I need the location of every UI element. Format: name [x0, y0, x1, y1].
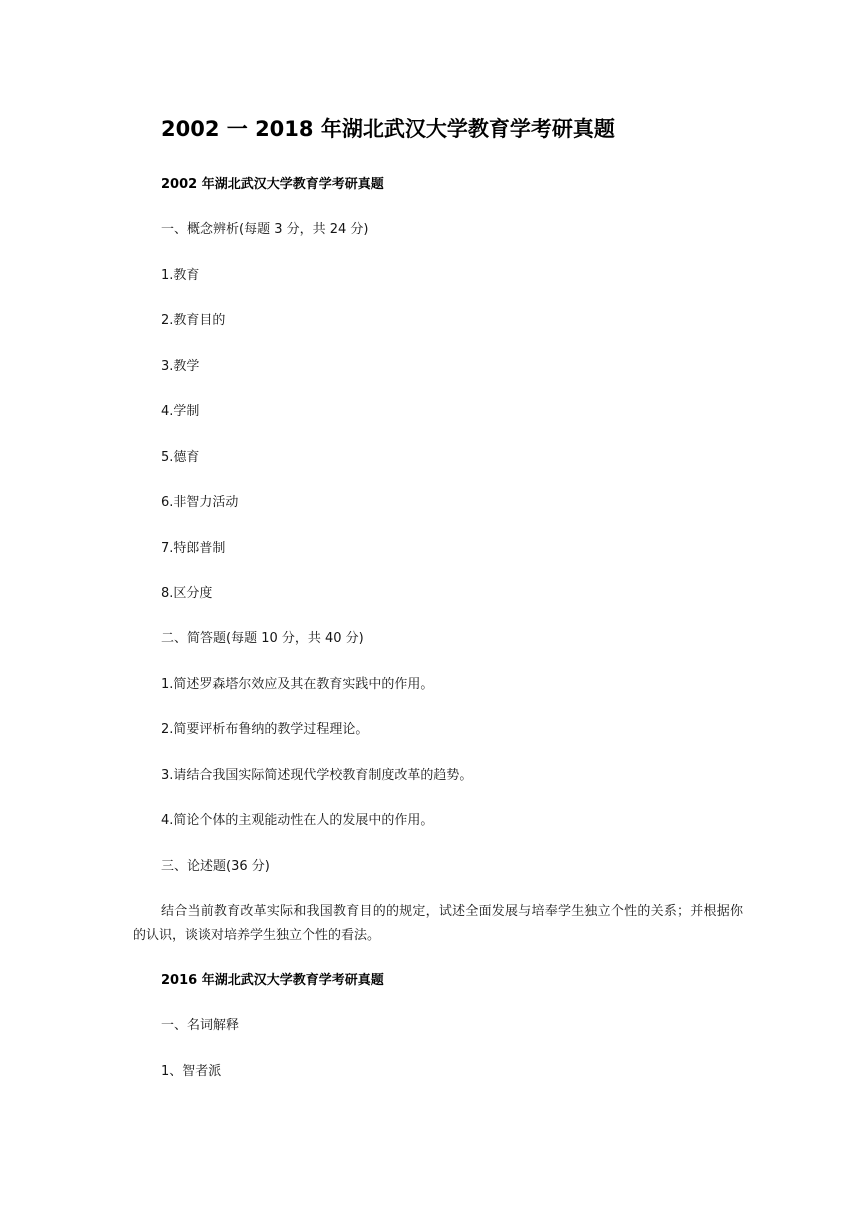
exam-2002-part2-item: 2.简要评析布鲁纳的教学过程理论。 [161, 722, 369, 737]
exam-2002-part1-item: 1.教育 [161, 268, 200, 283]
exam-2002-part1-item: 6.非智力活动 [161, 495, 239, 510]
exam-2002-part2-item: 4.简论个体的主观能动性在人的发展中的作用。 [161, 813, 434, 828]
exam-2002-part1-item: 7.特郎普制 [161, 541, 226, 556]
exam-2002-part1-item: 3.教学 [161, 359, 200, 374]
exam-2002-heading: 2002 年湖北武汉大学教育学考研真题 [161, 177, 384, 192]
exam-2002-part2-item: 1.简述罗森塔尔效应及其在教育实践中的作用。 [161, 677, 434, 692]
exam-2002-part3-heading: 三、论述题(36 分) [161, 859, 270, 874]
document-title: 2002 一 2018 年湖北武汉大学教育学考研真题 [161, 117, 615, 141]
exam-2002-part2-heading: 二、简答题(每题 10 分，共 40 分) [161, 631, 364, 646]
exam-2016-part1-heading: 一、名词解释 [161, 1018, 240, 1033]
exam-2002-part3-text: 结合当前教育改革实际和我国教育目的的规定，试述全面发展与培奉学生独立个性的关系；并根据你的认识，谈谈对培养学生独立个性的看法。 [133, 904, 743, 943]
exam-2002-part2-item: 3.请结合我国实际简述现代学校教育制度改革的趋势。 [161, 768, 473, 783]
exam-2002-part1-heading: 一、概念辨析(每题 3 分，共 24 分) [161, 222, 369, 237]
exam-2002-part1-item: 4.学制 [161, 404, 200, 419]
exam-2016-heading: 2016 年湖北武汉大学教育学考研真题 [161, 973, 384, 988]
exam-2002-part1-item: 8.区分度 [161, 586, 213, 601]
exam-2002-part1-item: 5.德育 [161, 450, 200, 465]
exam-2016-part1-item: 1、智者派 [161, 1064, 222, 1079]
exam-2002-part1-item: 2.教育目的 [161, 313, 226, 328]
